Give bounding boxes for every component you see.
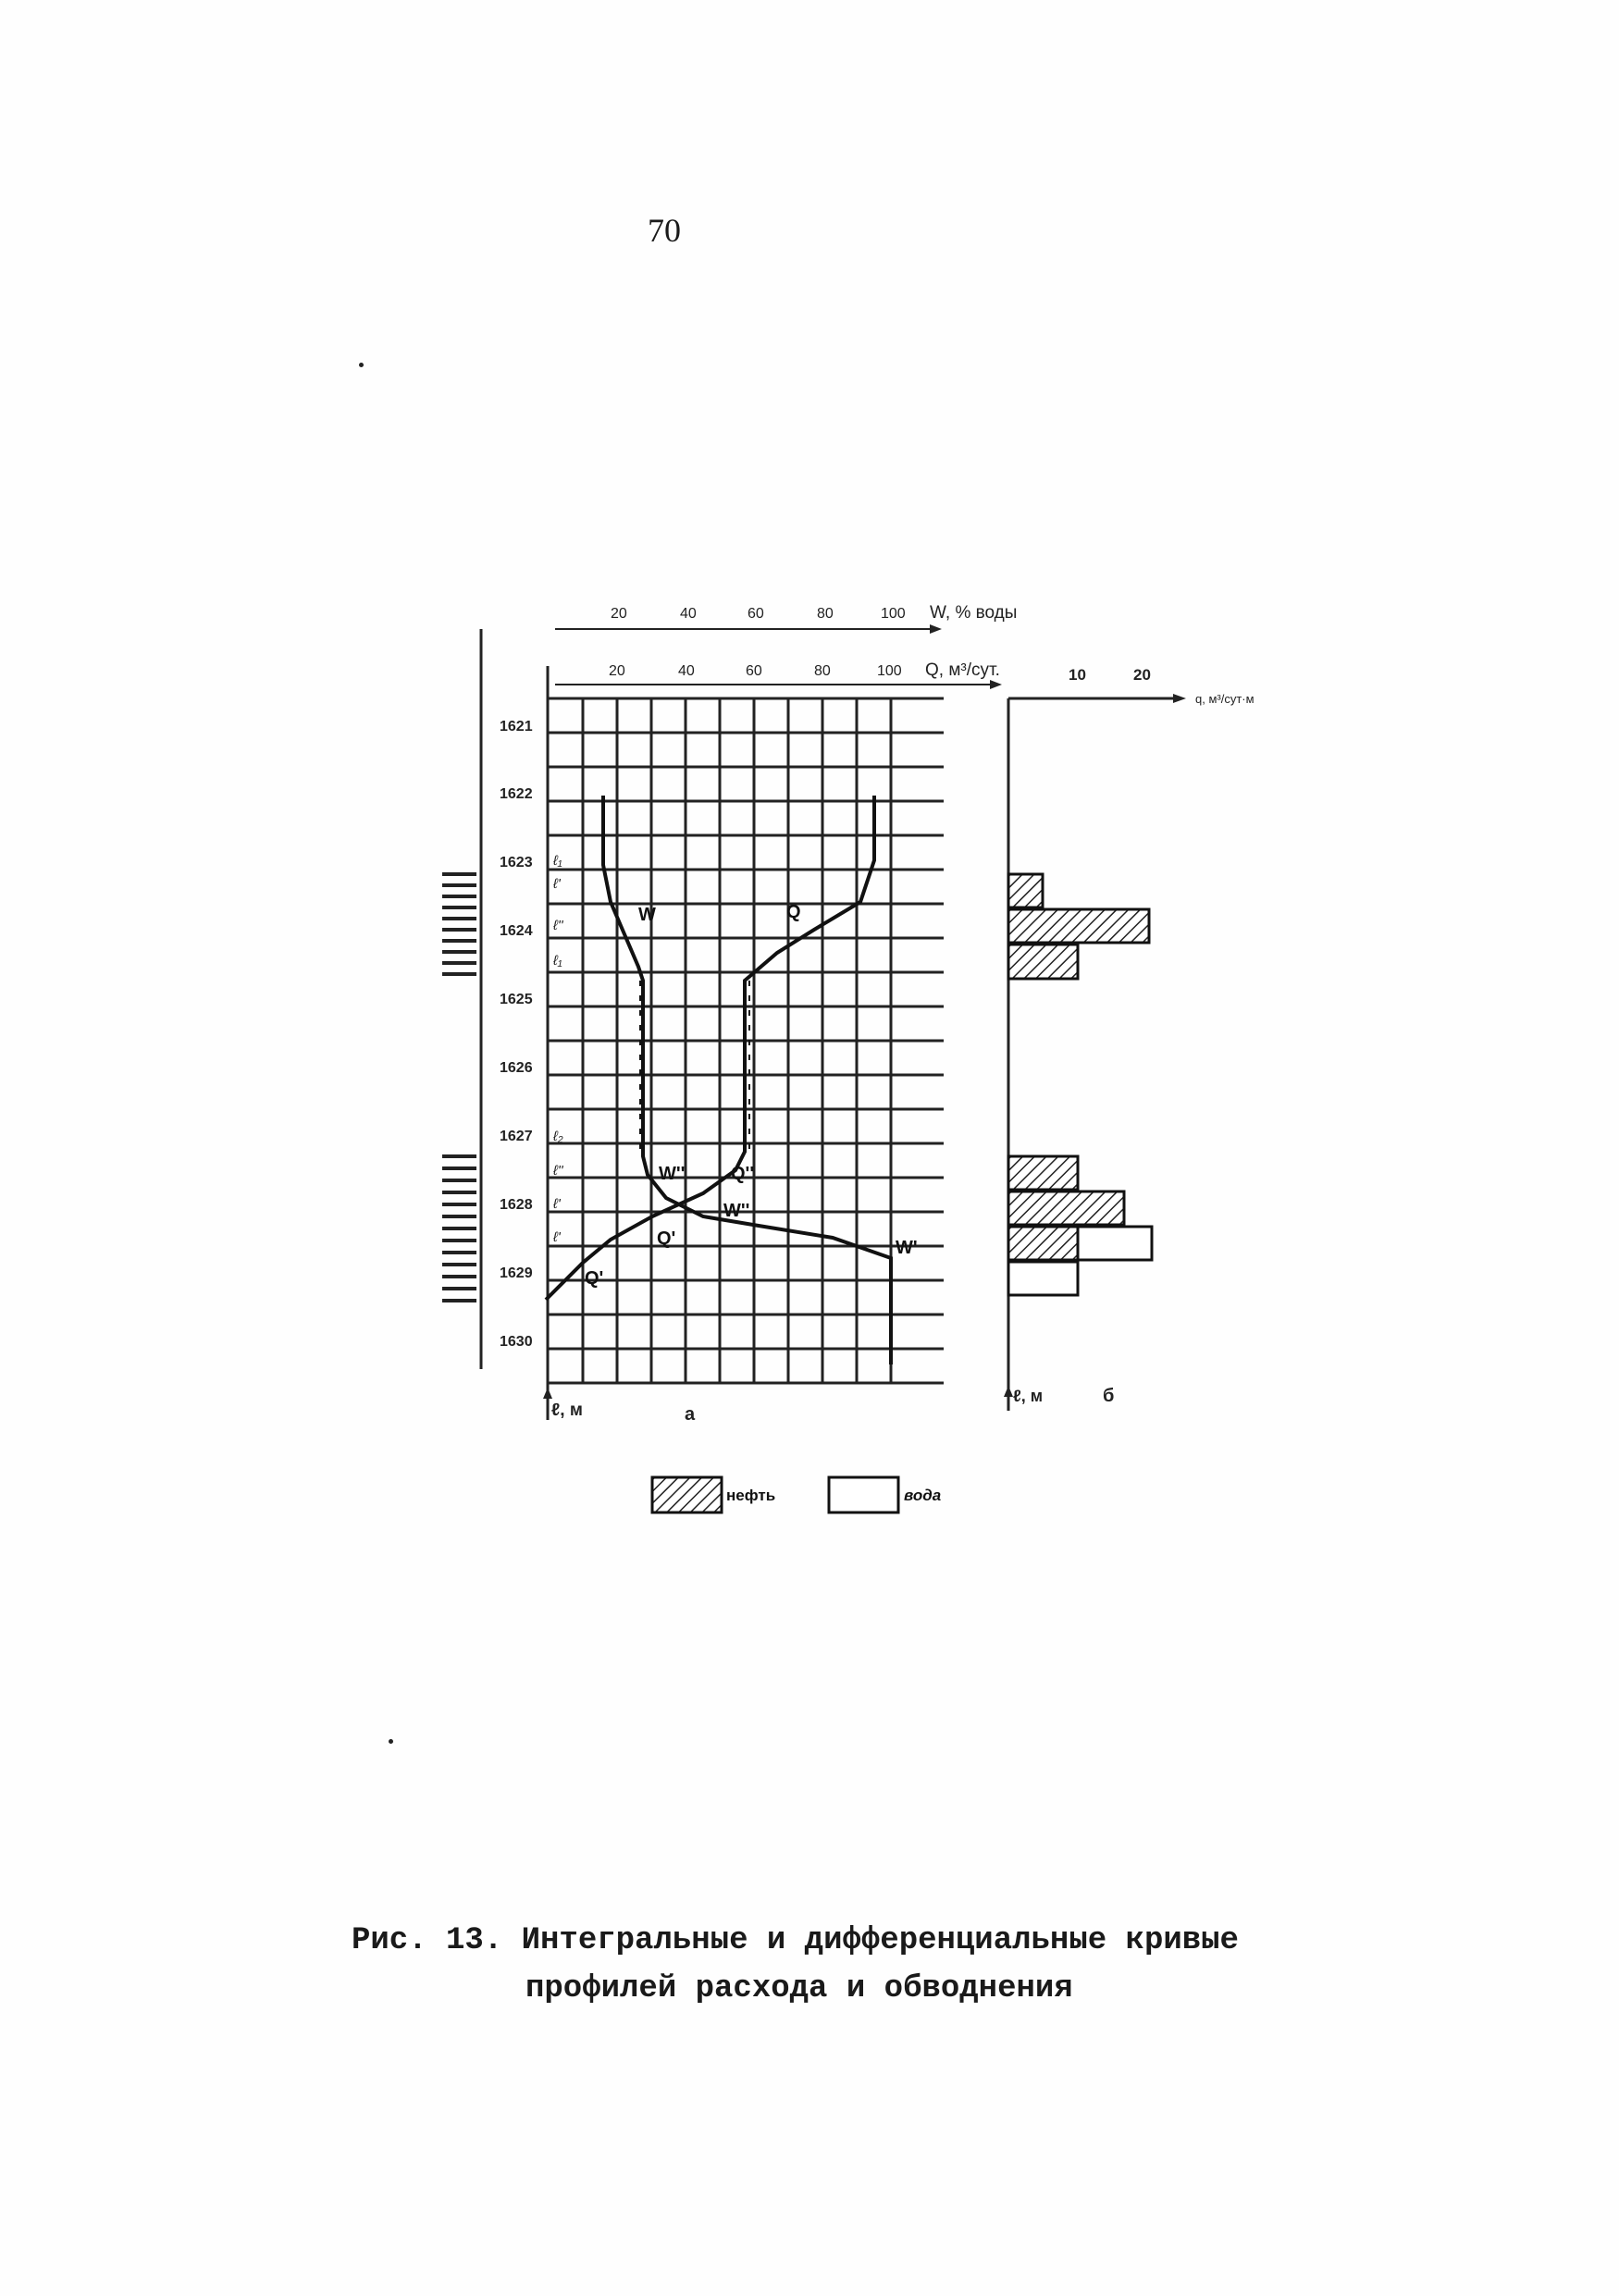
q-tick: 80	[814, 663, 831, 679]
depth-tick: 1626	[500, 1060, 533, 1076]
depth-tick: 1629	[500, 1265, 533, 1281]
right-axis-ticks	[1069, 666, 1151, 684]
page-number: 70	[648, 212, 681, 249]
curve-label: W''	[723, 1201, 750, 1221]
interval-label: ℓ₁	[553, 953, 562, 969]
oil-bar	[1008, 1227, 1078, 1260]
q-tick: 20	[609, 663, 625, 679]
figure-caption	[352, 1917, 1369, 2013]
w-tick: 40	[680, 606, 697, 622]
w-tick: 100	[881, 606, 906, 622]
curve-label: Q'	[657, 1228, 676, 1249]
interval-label: ℓ'	[553, 1229, 561, 1245]
depth-axis-a-label: ℓ, м	[551, 1401, 583, 1420]
q-axis-ticks	[609, 663, 902, 679]
right-axis-label: q, м³/сут·м	[1195, 692, 1254, 706]
w-tick: 80	[817, 606, 834, 622]
interval-label: ℓ₂	[553, 1129, 563, 1144]
w-axis-label: W, % воды	[930, 603, 1018, 623]
caption-line-1: Рис. 13. Интегральные и дифференциальные кривые	[352, 1923, 1239, 1958]
legend-water-swatch	[829, 1477, 898, 1512]
scan-speck	[389, 1739, 393, 1744]
depth-tick: 1627	[500, 1129, 533, 1144]
q-tick: 100	[877, 663, 902, 679]
w-axis-arrow	[930, 624, 942, 634]
depth-tick: 1624	[500, 923, 533, 939]
q-tick: 60	[746, 663, 762, 679]
legend-oil-label: нефть	[726, 1487, 776, 1504]
oil-bar	[1008, 874, 1043, 907]
depth-tick: 1625	[500, 992, 533, 1007]
q-axis-arrow	[990, 680, 1002, 689]
q-tick: 40	[678, 663, 695, 679]
water-bar	[1008, 1262, 1078, 1295]
legend-oil-swatch	[652, 1477, 722, 1512]
depth-axis-a-arrow	[543, 1388, 552, 1399]
oil-bar	[1008, 1156, 1078, 1190]
q-axis-label: Q, м³/сут.	[925, 660, 1000, 680]
depth-axis-b-arrow	[1004, 1386, 1013, 1397]
interval-label: ℓ₁	[553, 853, 562, 869]
interval-labels	[552, 853, 564, 1245]
legend	[652, 1477, 941, 1512]
depth-tick: 1630	[500, 1334, 533, 1350]
interval-label: ℓ'	[553, 1196, 561, 1212]
interval-label: ℓ'	[553, 876, 561, 892]
panel-a-label: а	[685, 1404, 696, 1425]
curve-label: Q	[786, 902, 801, 922]
scan-speck	[359, 363, 364, 367]
water-bar	[1078, 1227, 1152, 1260]
w-axis-ticks	[611, 606, 906, 622]
curve-label: Q''	[731, 1164, 755, 1184]
curve-label: W'	[896, 1238, 918, 1258]
depth-tick: 1628	[500, 1197, 533, 1213]
perforation-arrows-upper	[442, 874, 476, 974]
oil-bar	[1008, 909, 1149, 943]
interval-label: ℓ''	[553, 918, 563, 933]
oil-bar	[1008, 1191, 1124, 1225]
w-tick: 60	[748, 606, 764, 622]
interval-label: ℓ''	[553, 1163, 563, 1179]
q-rate-axis-arrow	[1173, 694, 1186, 703]
panel-b-depth-label: ℓ, м	[1013, 1387, 1044, 1405]
curve-label: Q'	[585, 1268, 604, 1289]
rate-bars	[1008, 874, 1152, 1295]
depth-ticks	[500, 719, 533, 1350]
curve-label: W''	[659, 1164, 686, 1184]
curve-label: W	[638, 905, 656, 925]
q-curve	[546, 796, 874, 1300]
right-tick: 20	[1133, 666, 1151, 684]
w-tick: 20	[611, 606, 627, 622]
oil-bar	[1008, 944, 1078, 979]
depth-tick: 1622	[500, 786, 533, 802]
depth-tick: 1623	[500, 855, 533, 870]
caption-line-2: профилей расхода и обводнения	[525, 1971, 1073, 2006]
right-tick: 10	[1069, 666, 1086, 684]
perforation-arrows-lower	[442, 1156, 476, 1301]
panel-b-label: б	[1103, 1386, 1115, 1406]
depth-tick: 1621	[500, 719, 533, 734]
legend-water-label: вода	[904, 1487, 942, 1504]
